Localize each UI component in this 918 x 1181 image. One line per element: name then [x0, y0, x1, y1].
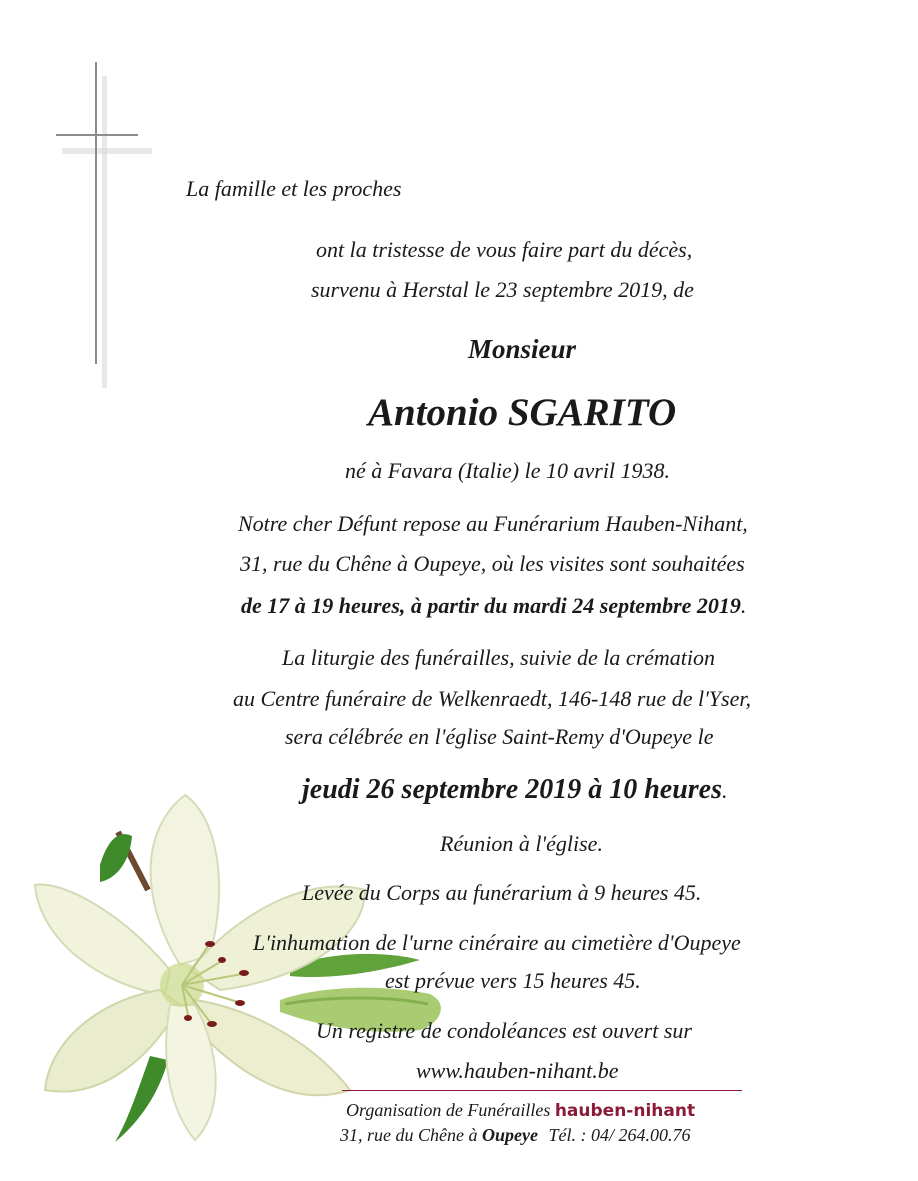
funeral-date-bold: jeudi 26 septembre 2019 à 10 heures	[302, 774, 722, 805]
brand-logo: hauben-nihant	[554, 1101, 696, 1121]
footer-city: Oupeye	[481, 1125, 538, 1145]
footer-divider	[342, 1090, 742, 1091]
visit-hours: de 17 à 19 heures, à partir du mardi 24 septembre 2019	[241, 593, 741, 618]
footer-org-label: Organisation de Funérailles	[346, 1100, 551, 1120]
inhumation-line-1: L'inhumation de l'urne cinéraire au cimetière d'Oupeye	[253, 930, 741, 955]
levee-text: Levée du Corps au funérarium à 9 heures 45.	[302, 880, 702, 905]
cross-icon	[52, 58, 162, 388]
footer-phone: Tél. : 04/ 264.00.76	[548, 1125, 691, 1145]
liturgy-line-1: La liturgie des funérailles, suivie de la crémation	[282, 645, 716, 670]
visit-line-2: 31, rue du Chêne à Oupeye, où les visites sont souhaitées	[240, 551, 745, 576]
deceased-title: Monsieur	[468, 334, 577, 364]
reunion-text: Réunion à l'église.	[440, 831, 603, 856]
footer-address-line	[340, 1125, 690, 1146]
intro-text: La famille et les proches	[186, 176, 402, 201]
inhumation-line-2: est prévue vers 15 heures 45.	[385, 968, 641, 993]
funeral-date-end: .	[722, 778, 728, 803]
announce-line-2: survenu à Herstal le 23 septembre 2019, de	[311, 277, 694, 302]
visit-line-1: Notre cher Défunt repose au Funérarium Hauben-Nihant,	[238, 511, 748, 536]
footer-address: 31, rue du Chêne à	[340, 1125, 478, 1145]
registry-line: Un registre de condoléances est ouvert sur	[316, 1018, 692, 1043]
deceased-name: Antonio SGARITO	[368, 391, 677, 434]
liturgy-line-2: au Centre funéraire de Welkenraedt, 146-148 rue de l'Yser,	[233, 686, 751, 711]
birth-info: né à Favara (Italie) le 10 avril 1938.	[345, 458, 671, 483]
funeral-date	[302, 774, 728, 806]
liturgy-line-3: sera célébrée en l'église Saint-Remy d'Oupeye le	[285, 724, 714, 749]
visit-line-3-end: .	[740, 593, 747, 618]
announce-line-1: ont la tristesse de vous faire part du décès,	[316, 237, 693, 262]
registry-url[interactable]: www.hauben-nihant.be	[416, 1058, 619, 1083]
visit-line-3	[241, 593, 746, 619]
footer-org-line	[346, 1100, 695, 1121]
